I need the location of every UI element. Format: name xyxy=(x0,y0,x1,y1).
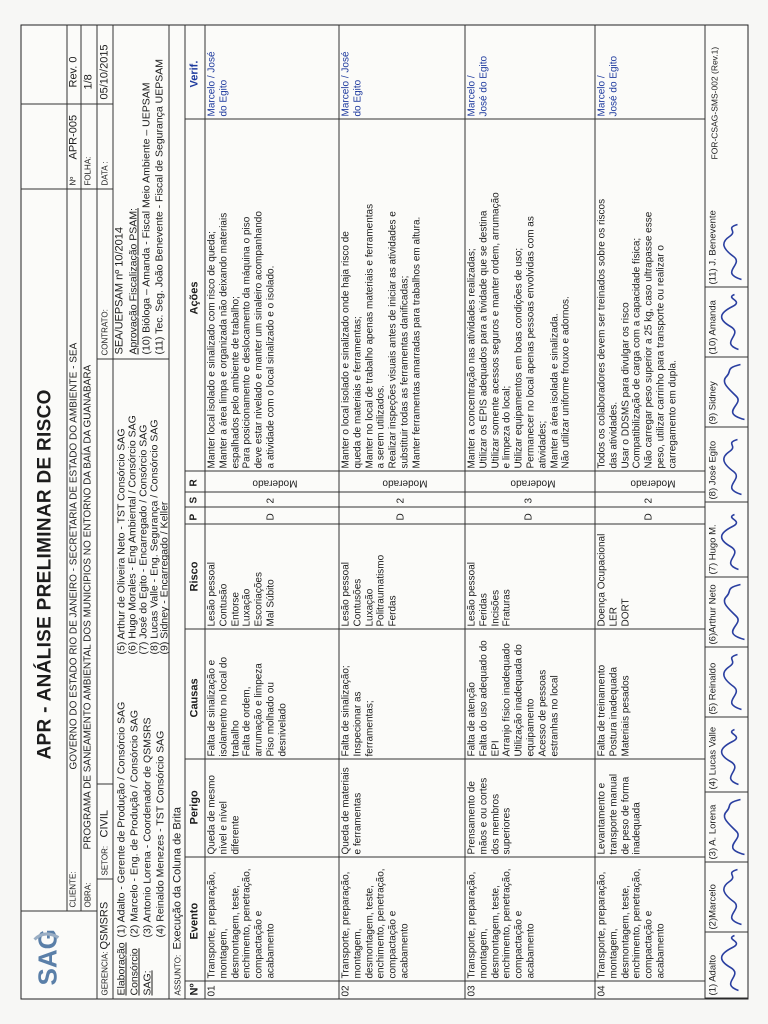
signature-label: (4) Lucas Valle xyxy=(707,726,718,790)
consortium-label: Consórcio xyxy=(128,948,140,996)
row-severity: 2 xyxy=(643,497,654,504)
row-risk: Lesão pessoal Feridas Incisões Fraturas xyxy=(466,562,513,627)
sheet-label: FOLHA: xyxy=(83,156,92,186)
signature-label: (1) Adalto xyxy=(707,954,718,996)
handwritten-signature xyxy=(716,583,746,643)
row-event: Transporte, preparação, montagem, desmontagem, teste, enchimento, penetração, compactação e acabamento xyxy=(596,868,666,979)
client-label: CLIENTE: xyxy=(68,871,77,908)
row-hazard: Queda de materiais e ferramentas xyxy=(340,767,363,855)
client-value: GOVERNO DO ESTADO RIO DE JANEIRO - SECRETARIA DE ESTADO DO AMBIENTE - SEA xyxy=(68,342,79,770)
row-risk-level: Moderado xyxy=(381,477,427,489)
elaboration-member: (2) Marcelo - Eng. de Produção / Consórcio SAG xyxy=(128,709,140,938)
row-probability: D xyxy=(265,513,276,521)
col-actions: Ações xyxy=(188,281,200,315)
row-risk-level: Moderado xyxy=(509,477,555,489)
row-probability: D xyxy=(523,513,534,521)
elaboration-member: (9) Sidney - Encarregado / Keller xyxy=(158,501,170,655)
number-label: Nº xyxy=(68,176,77,186)
row-number: 03 xyxy=(466,985,477,997)
subject-label: ASSUNTO: xyxy=(173,954,182,996)
contract-value: SEA/UEPSAM nº 10/2014 xyxy=(113,226,125,355)
handwritten-signature xyxy=(716,868,746,928)
signature-label: (2)Marcelo xyxy=(707,884,718,930)
elaboration-member: (6) Hugo Morales - Eng Ambiental / Consórcio SAG xyxy=(126,415,138,655)
page-title: APR - ANÁLISE PRELIMINAR DE RISCO xyxy=(34,389,55,760)
handwritten-signature xyxy=(716,223,746,283)
handwritten-signature xyxy=(716,293,746,353)
row-verification: Marcelo / José do Egito xyxy=(340,51,363,117)
col-event: Evento xyxy=(188,902,200,940)
signature-label: (6)Arthur Neto xyxy=(707,584,718,645)
approval-line: (10) Bióloga – Amanda - Fiscal Meio Ambiente – UEPSAM xyxy=(140,82,152,355)
row-hazard: Levantamento e transporte manual de peso de forma inadequada xyxy=(596,773,643,855)
row-hazard: Prensamento de mãos e ou cortes dos membros superiores xyxy=(466,777,513,855)
row-probability: D xyxy=(643,513,654,521)
elaboration-member: (5) Arthur de Oliveira Neto - TST Consórcio SAG xyxy=(115,428,127,655)
sector-label: SETOR: xyxy=(100,845,109,876)
col-causes: Causas xyxy=(188,678,200,718)
signature-label: (11) J. Benevente xyxy=(707,210,718,285)
approval-line: (11) Tec. Seg. João Benevente - Fiscal de Segurança UEPSAM xyxy=(153,58,165,355)
row-actions: Manter a concentração nas atividades realizadas; Utilizar os EPIS adequados para a tividade que se destina Utilizar somente acessos seguros e manter ordem, arrumação e limpeza do local; Utilizar equipamentos em boas condições de uso; Permanecer no local apenas pessoas envolvidas com as atividades; Manter a área isolada e sinalizada. Não utilizar uniforme frouxo e adornos. xyxy=(466,192,572,469)
row-risk: Lesão pessoal Contusões Luxação Politraumatismo Ferdas xyxy=(340,554,399,627)
row-number: 02 xyxy=(340,985,351,997)
form-code: FOR-CSAG-SMS-002 (Rev.1) xyxy=(709,46,719,160)
number-value: APR-005 xyxy=(67,114,79,160)
row-risk: Lesão pessoal Contusão Entorse Luxação Escoriações Mal Súbito xyxy=(206,562,276,627)
approval-label: Aprovação Fiscalização PSAM: xyxy=(127,208,139,355)
row-hazard: Queda de mesmo nível e nível diferente xyxy=(206,775,241,855)
manager-label: GERENCIA: xyxy=(100,951,109,996)
col-risk: Risco xyxy=(188,561,200,592)
work-value: PROGRAMA DE SANEAMENTO AMBIENTAL DOS MUNICIPIOS NO ENTORNO DA BAÍA DA GUANABARA xyxy=(82,364,93,850)
signature-label: (5) Reinaldo xyxy=(707,662,718,715)
elaboration-member: (3) Antonio Lorena - Coordenador de QSMSRS xyxy=(141,717,153,938)
handwritten-signature xyxy=(716,653,746,713)
signature-label: (7) Hugo M. xyxy=(707,524,718,575)
row-event: Transporte, preparação, montagem, desmontagem, teste, enchimento, penetração, compactação e acabamento xyxy=(206,868,276,979)
row-actions: Manter local isolado e sinalizado com risco de queda; Manter a área limpa e organizada não deixando materiais espalhados pelo ambiente de trabalho; Para posicionamento e deslocamento da máquina o piso deve estar nivelado e manter um sinaleiro acompanhando a atividade com o local sinalizado e o isolado. xyxy=(206,211,276,469)
contract-label: CONTRATO: xyxy=(100,309,109,356)
work-label: OBRA: xyxy=(83,882,92,908)
col-p: P xyxy=(188,513,199,521)
signature-label: (10) Amanda xyxy=(707,300,718,355)
row-number: 04 xyxy=(596,985,607,997)
col-num: Nº xyxy=(188,983,200,996)
handwritten-signature xyxy=(716,513,746,573)
handwritten-signature xyxy=(716,728,746,788)
col-s: S xyxy=(188,496,199,504)
row-actions: Manter o local isolado e sinalizado onde haja risco de queda de materiais e ferramentas; Manter no local de trabalho apenas materiais e ferramentas a serem utilizados. Realizar inspeções visuais antes de iniciar as atividades e substituir todas as ferramentas danificadas; Manter ferramentas amarradas para trabalhos em altura. xyxy=(340,203,422,469)
elaboration-member: (1) Adalto - Gerente de Produção / Consórcio SAG xyxy=(115,701,127,938)
elaboration-member: (7) José do Egito - Encarregado / Consórcio SAG xyxy=(137,424,149,655)
row-causes: Falta de sinalização; Inspecionar as ferramentas; xyxy=(340,665,375,757)
row-event: Transporte, preparação, montagem, desmontagem, teste, enchimento, penetração, compactação e acabamento xyxy=(466,868,536,979)
elaboration-label: Elaboração xyxy=(115,942,127,996)
date-label: DATA : xyxy=(100,161,109,186)
row-actions: Todos os colaboradores devem ser treinados sobre os riscos das atividades. Usar o DDSMS para divulgar os risco Compatibilização de carga com a capacidade física; Não carregar peso superior a 25 kg, caso ultrapasse esse peso, utilizar carrinho para transporte ou realizar o carregamento em dupla. xyxy=(596,198,678,469)
row-number: 01 xyxy=(206,985,217,997)
sheet-value: 1/8 xyxy=(82,74,94,90)
row-risk-level: Moderado xyxy=(251,477,297,489)
rev-value: Rev. 0 xyxy=(67,56,79,88)
row-causes: Falta de treinamento Postura inadequada Materiais pesados xyxy=(596,664,631,757)
handwritten-signature xyxy=(716,798,746,858)
logo-text: SAG xyxy=(32,929,62,986)
row-causes: Falta de atenção Falta do uso adequado do EPI Arranjo físico inadequado Utilização inadequada do equipamento Acesso de pessoas estranhas no local xyxy=(466,640,560,757)
row-event: Transporte, preparação, montagem, desmontagem, teste, enchimento, penetração, compactação e acabamento xyxy=(340,868,410,979)
elaboration-member: (4) Reinaldo Menezes - TST Consórcio SAG xyxy=(154,730,166,938)
sector-value: CIVIL xyxy=(98,809,110,838)
row-verification: Marcelo / José do Egito xyxy=(466,55,489,117)
signature-label: (8) José Egito xyxy=(707,440,718,500)
signature-label: (9) Sidney xyxy=(707,381,718,425)
row-severity: 2 xyxy=(395,497,406,504)
row-severity: 2 xyxy=(265,497,276,504)
row-risk-level: Moderado xyxy=(629,477,675,489)
handwritten-signature xyxy=(716,438,746,498)
row-verification: Marcelo / José do Egito xyxy=(206,51,229,117)
row-probability: D xyxy=(395,513,406,521)
row-severity: 3 xyxy=(523,497,534,504)
row-verification: Marcelo / José do Egito xyxy=(596,55,619,117)
sag-label: SAG: xyxy=(141,970,153,996)
manager-value: QSMSRS xyxy=(98,901,110,950)
col-r: R xyxy=(188,479,199,487)
row-risk: Doença Ocupacional LER DORT xyxy=(596,533,631,627)
subject-value: Execução da Coluna de Brita xyxy=(171,807,183,950)
signature-label: (3) A. Lorena xyxy=(707,804,718,860)
col-verif: Verif. xyxy=(188,60,200,88)
col-hazard: Perigo xyxy=(188,790,200,825)
sag-logo xyxy=(26,922,66,992)
apr-document xyxy=(20,25,748,1000)
elaboration-member: (8) Lucas Valle - Eng. Segurança / Consórcio SAG xyxy=(148,419,160,655)
date-value: 05/10/2015 xyxy=(98,44,110,100)
handwritten-signature xyxy=(716,934,746,994)
handwritten-signature xyxy=(716,363,746,423)
row-causes: Falta de sinalização e isolamento no local do trabalho Falta de ordem, arrumação e limpeza Piso molhado ou desnivelado xyxy=(206,656,288,757)
